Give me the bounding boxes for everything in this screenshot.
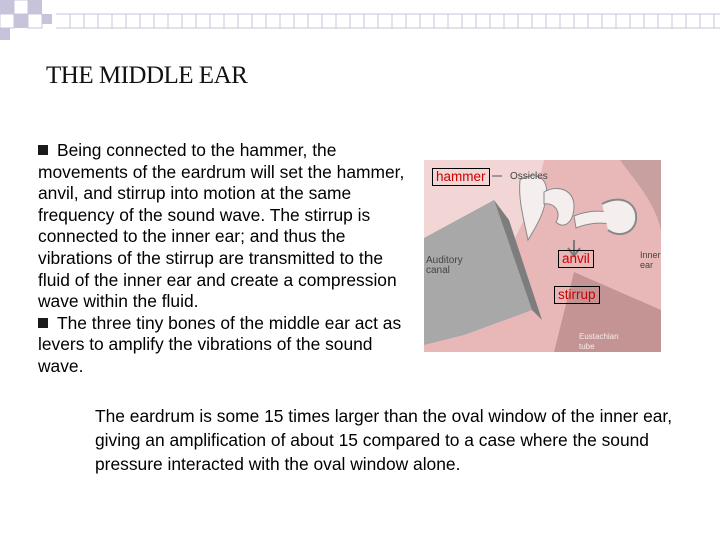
hammer-label: hammer bbox=[432, 168, 490, 186]
paragraph-1-text: Being connected to the hammer, the movements of the eardrum will set the hammer, anvil, and stirrup into motion at the same frequency of the sound wave. The stirrup is connected to the inner ear; and thus the vibrations of the stirrup are transmitted to the fluid of the inner ear and create a compression wave within the fluid. bbox=[38, 140, 405, 312]
amplification-note: The eardrum is some 15 times larger than the oval window of the inner ear, giving an amplification of about 15 compared to a case where the sound pressure interacted with the oval window alone. bbox=[95, 406, 673, 474]
slide-body bbox=[38, 140, 418, 378]
anvil-label: anvil bbox=[558, 250, 594, 268]
square-bullet-icon bbox=[38, 145, 48, 155]
stirrup-label: stirrup bbox=[554, 286, 600, 304]
paragraph-2-text: The three tiny bones of the middle ear act as levers to amplify the vibrations of the sound wave. bbox=[38, 312, 402, 376]
middle-ear-diagram bbox=[424, 160, 661, 352]
eustachian-tube-label: Eustachian tube bbox=[579, 332, 619, 351]
inner-ear-label: Inner ear bbox=[640, 250, 661, 270]
bullet-paragraph-1 bbox=[38, 140, 418, 313]
bullet-paragraph-2 bbox=[38, 313, 418, 378]
auditory-canal-label: Auditory canal bbox=[426, 255, 463, 276]
ossicles-label: Ossicles bbox=[510, 171, 548, 182]
square-bullet-icon bbox=[38, 318, 48, 328]
corner-decoration bbox=[0, 0, 720, 40]
slide-title: THE MIDDLE EAR bbox=[46, 62, 248, 89]
